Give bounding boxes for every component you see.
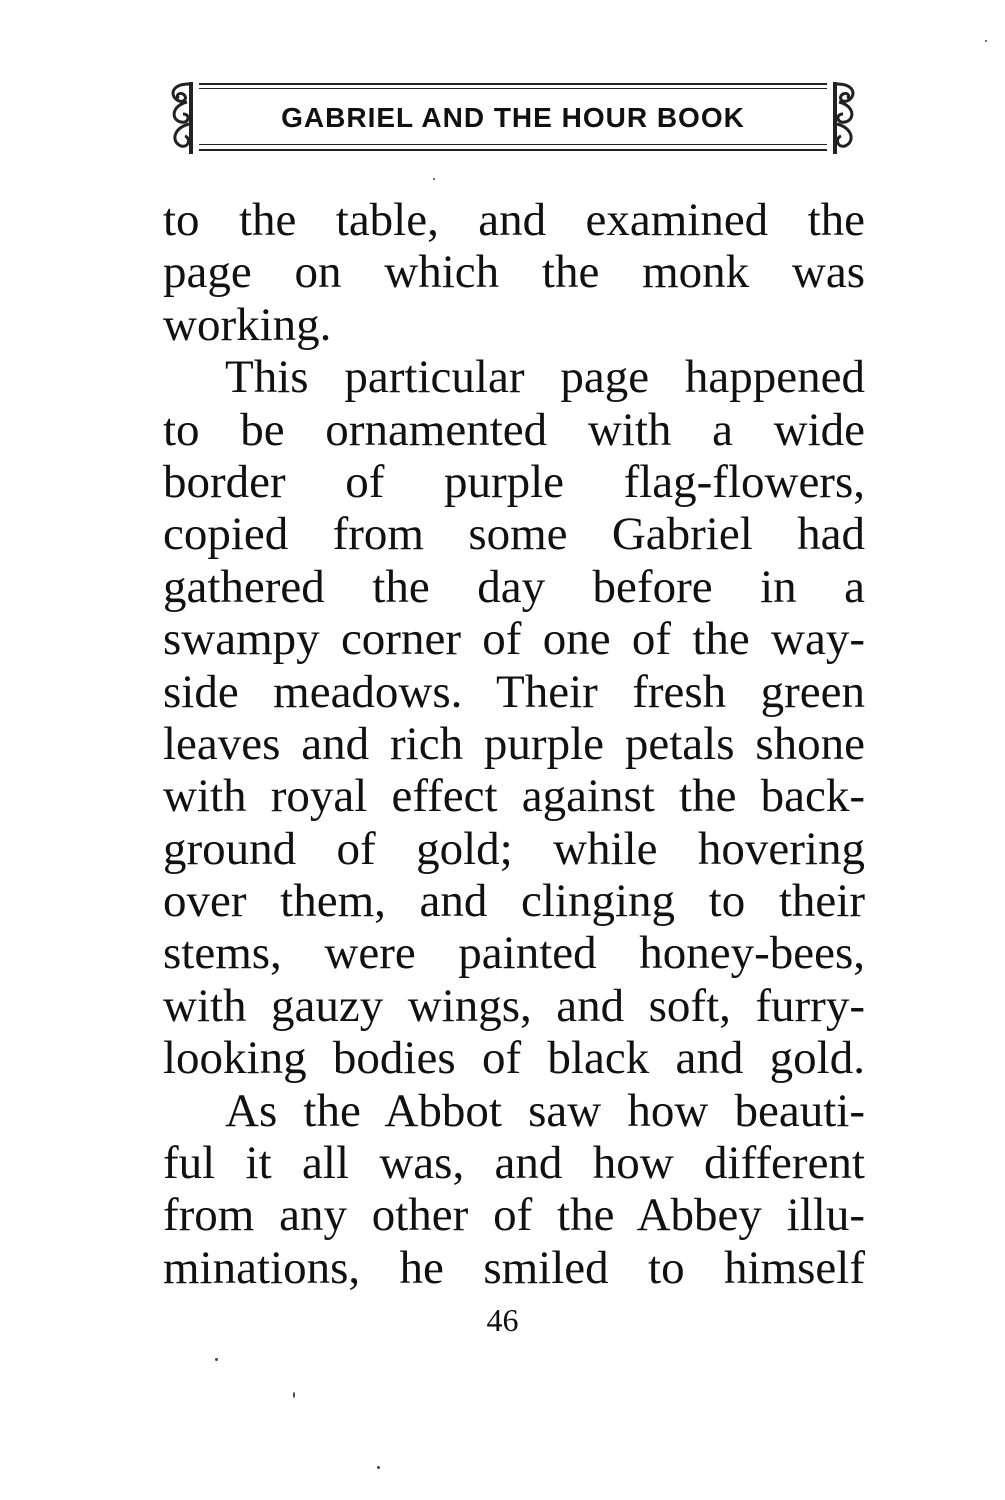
paper-speck	[215, 1358, 218, 1361]
text-line: working.	[163, 298, 332, 351]
text-line: minations, he smiled to himself	[163, 1241, 865, 1294]
text-line: ful it all was, and how different	[163, 1137, 865, 1190]
text-line: side meadows. Their fresh green	[163, 665, 865, 718]
text-line: to be ornamented with a wide	[163, 403, 865, 456]
text-line: border of purple flag-flowers,	[163, 455, 865, 508]
text-line: with gauzy wings, and soft, furry-	[163, 979, 865, 1032]
scroll-ornament-icon	[829, 80, 863, 156]
head-rule-top	[199, 83, 827, 85]
text-line: leaves and rich purple petals shone	[163, 717, 865, 770]
text-line: ground of gold; while hovering	[163, 822, 865, 875]
paper-speck	[985, 40, 987, 42]
text-line: stems, were painted honey-bees,	[163, 927, 865, 980]
text-line: to the table, and examined the	[163, 194, 865, 246]
text-line: looking bodies of black and gold.	[163, 1032, 865, 1085]
running-head-title: GABRIEL AND THE HOUR BOOK	[281, 102, 745, 133]
head-rule-top-thin	[199, 88, 827, 89]
text-line: swampy corner of one of the way-	[163, 613, 865, 666]
paper-speck	[433, 178, 435, 180]
body-text	[163, 194, 865, 1294]
paper-speck	[377, 1466, 380, 1469]
running-head	[163, 78, 863, 160]
head-rule-bottom-thin	[199, 144, 827, 145]
head-rule-bottom	[199, 149, 827, 151]
text-line: This particular page happened	[225, 351, 865, 404]
text-line: As the Abbot saw how beauti-	[225, 1084, 865, 1137]
text-line: with royal effect against the back-	[163, 770, 865, 823]
page-number: 46	[486, 1302, 519, 1338]
text-line: gathered the day before in a	[163, 560, 865, 613]
text-line: from any other of the Abbey illu-	[163, 1189, 865, 1242]
paper-speck	[293, 1392, 295, 1398]
scroll-ornament-icon	[163, 80, 197, 156]
text-line: over them, and clinging to their	[163, 875, 865, 928]
text-line: page on which the monk was	[163, 246, 865, 299]
text-line: copied from some Gabriel had	[163, 508, 865, 561]
